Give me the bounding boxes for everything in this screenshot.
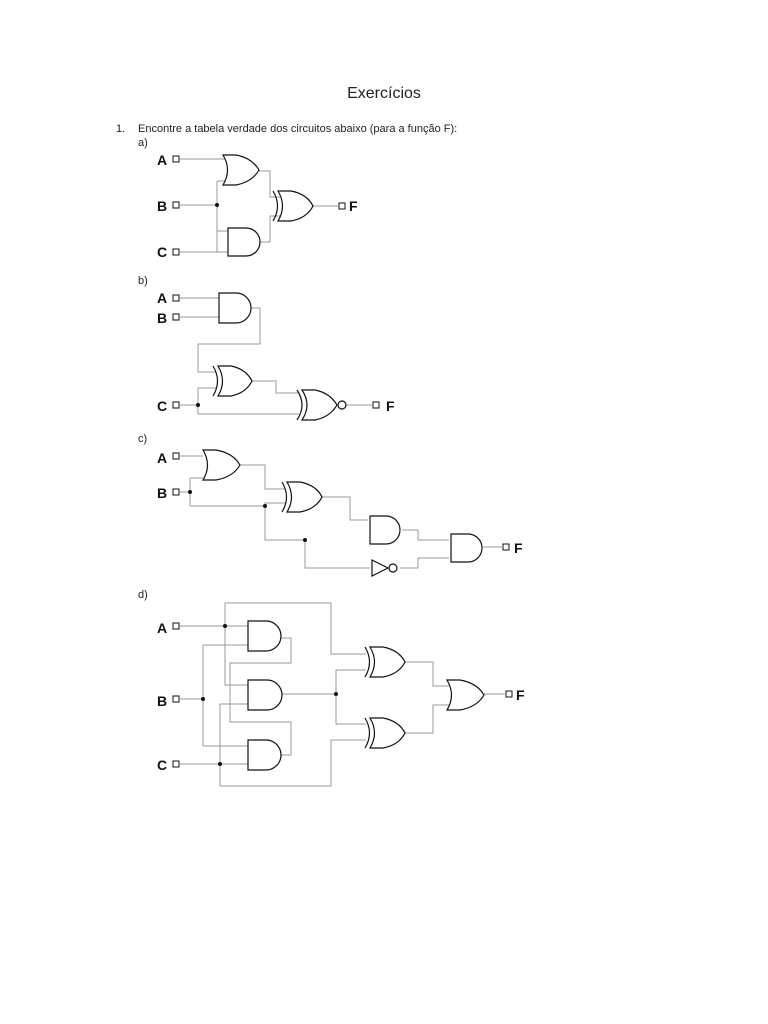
- input-label-b: B: [157, 310, 168, 326]
- junction-dot: [201, 697, 205, 701]
- junction-dot: [334, 692, 338, 696]
- question-number: 1.: [116, 123, 126, 135]
- and-gate: [219, 293, 251, 323]
- output-label-f: F: [386, 398, 395, 414]
- input-label-b: B: [157, 485, 168, 501]
- output-pin: [506, 691, 512, 697]
- output-label-f: F: [516, 687, 525, 703]
- circuit-a: [157, 152, 358, 260]
- and-gate-output: [451, 534, 482, 562]
- junction-dot: [188, 490, 192, 494]
- circuit-d-label: d): [138, 589, 148, 601]
- xor-gate: [287, 482, 322, 512]
- junction-dot: [263, 504, 267, 508]
- input-pin: [173, 453, 179, 459]
- xor-gate: [218, 366, 252, 396]
- xnor-gate: [302, 390, 337, 420]
- question-text: Encontre a tabela verdade dos circuitos abaixo (para a função F):: [138, 123, 458, 135]
- input-pin: [173, 314, 179, 320]
- inversion-bubble: [389, 564, 397, 572]
- circuit-d: [157, 603, 525, 786]
- input-label-a: A: [157, 450, 168, 466]
- circuit-c-label: c): [138, 433, 148, 445]
- page-title: Exercícios: [347, 85, 421, 102]
- wires-mid-and: [282, 670, 366, 724]
- xor-gate-1-arc: [365, 647, 370, 677]
- junction-dot: [303, 538, 307, 542]
- xor-gate-arc: [213, 366, 218, 396]
- wires: [180, 298, 372, 414]
- wires-b: [180, 645, 248, 746]
- not-gate: [372, 560, 388, 576]
- junction-dot: [218, 762, 222, 766]
- xor-gate-1: [370, 647, 405, 677]
- xor-gate-2-arc: [365, 718, 370, 748]
- circuit-a-label: a): [138, 137, 148, 149]
- input-pin: [173, 761, 179, 767]
- output-pin: [339, 203, 345, 209]
- and-gate: [370, 516, 400, 544]
- input-label-a: A: [157, 620, 168, 636]
- input-label-c: C: [157, 757, 168, 773]
- circuit-b: [157, 290, 395, 420]
- and-gate-3: [248, 740, 281, 770]
- input-label-b: B: [157, 693, 168, 709]
- output-label-f: F: [349, 198, 358, 214]
- junction-dot: [223, 624, 227, 628]
- xor-gate-arc: [282, 482, 287, 512]
- input-pin: [173, 623, 179, 629]
- input-label-b: B: [157, 198, 168, 214]
- input-label-c: C: [157, 244, 168, 260]
- input-pin: [173, 295, 179, 301]
- or-gate: [223, 155, 259, 185]
- output-pin: [503, 544, 509, 550]
- junction-dot: [196, 403, 200, 407]
- circuit-c: [157, 450, 523, 576]
- input-label-c: C: [157, 398, 168, 414]
- input-pin: [173, 489, 179, 495]
- input-pin: [173, 402, 179, 408]
- input-pin: [173, 696, 179, 702]
- xor-gate: [278, 191, 313, 221]
- output-pin: [373, 402, 379, 408]
- xnor-gate-arc: [297, 390, 302, 420]
- output-label-f: F: [514, 540, 523, 556]
- and-gate-2: [248, 680, 282, 710]
- input-pin: [173, 249, 179, 255]
- junction-dot: [215, 203, 219, 207]
- input-label-a: A: [157, 290, 168, 306]
- or-gate: [203, 450, 240, 480]
- inversion-bubble: [338, 401, 346, 409]
- input-pin: [173, 202, 179, 208]
- and-gate: [228, 228, 260, 256]
- or-gate-output: [447, 680, 484, 710]
- input-label-a: A: [157, 152, 168, 168]
- and-gate-1: [248, 621, 281, 651]
- circuit-b-label: b): [138, 275, 148, 287]
- input-pin: [173, 156, 179, 162]
- xor-gate-2: [370, 718, 405, 748]
